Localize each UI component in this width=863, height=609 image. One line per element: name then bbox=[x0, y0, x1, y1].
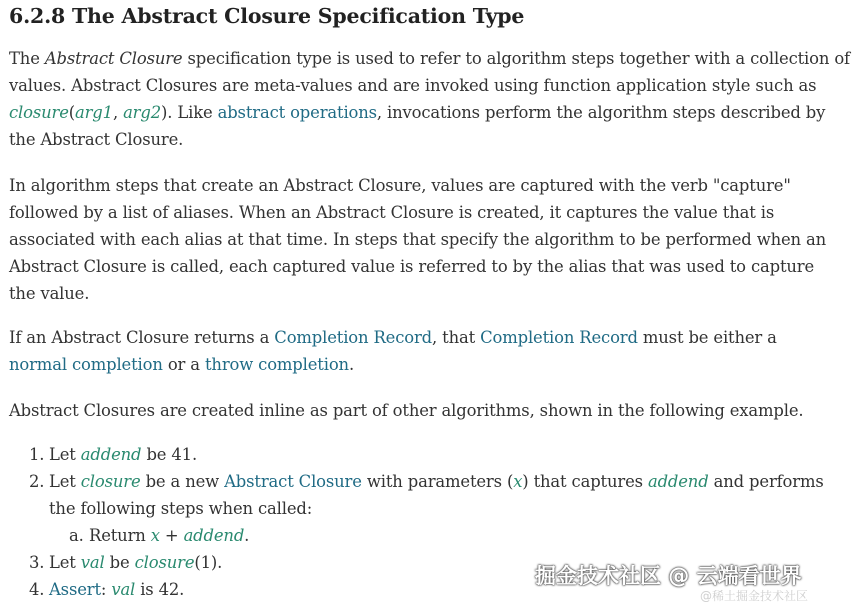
link-completion-record-1[interactable]: Completion Record bbox=[274, 328, 433, 347]
link-abstract-closure[interactable]: Abstract Closure bbox=[224, 472, 362, 491]
paragraph-example-intro: Abstract Closures are created inline as part of other algorithms, shown in the following example. bbox=[9, 401, 804, 420]
list-item: 1. Let addend be 41. bbox=[29, 445, 198, 464]
paragraph-completion: If an Abstract Closure returns a Completion Record, that Completion Record must be either a normal completion or a throw completion. bbox=[9, 328, 777, 374]
link-completion-record-2[interactable]: Completion Record bbox=[480, 328, 638, 347]
link-assert[interactable]: Assert bbox=[49, 580, 101, 599]
term-abstract-closure: Abstract Closure bbox=[44, 49, 183, 68]
var-closure: closure bbox=[9, 103, 69, 122]
link-throw-completion[interactable]: throw completion bbox=[204, 355, 349, 374]
var-arg2: arg2 bbox=[123, 103, 161, 122]
list-item: 3. Let val be closure(1). bbox=[29, 553, 223, 572]
watermark: 掘金技术社区 @ 云端看世界 bbox=[535, 564, 802, 588]
link-normal-completion[interactable]: normal completion bbox=[9, 355, 163, 374]
list-item: 2. Let closure be a new Abstract Closure with parameters (x) that captures addend and performs the following steps when called: a. Return x + addend. bbox=[29, 468, 855, 549]
paragraph-capture: In algorithm steps that create an Abstract Closure, values are captured with the verb "capture" followed by a list of aliases. When an Abstract Closure is created, it captures the value that is associated with each alias at that time. In steps that specify the algorithm to be performed when an Abstract Closure is called, each captured value is referred to by the alias that was used to capture the value. bbox=[9, 176, 827, 303]
section-heading: 6.2.8 The Abstract Closure Specification Type bbox=[9, 4, 525, 28]
list-item: 4. Assert: val is 42. bbox=[29, 580, 185, 599]
list-item: a. Return x + addend. bbox=[69, 526, 250, 545]
watermark-sub: @稀土掘金技术社区 bbox=[700, 589, 809, 603]
paragraph-intro: The Abstract Closure specification type is used to refer to algorithm steps together with a collection of values. Abstract Closures are meta-values and are invoked using function application style such as closure(arg1, arg2). Like abstract operations, invocations perform the algorithm steps described by the Abstract Closure. bbox=[9, 49, 850, 149]
var-arg1: arg1 bbox=[75, 103, 113, 122]
link-abstract-operations[interactable]: abstract operations bbox=[217, 103, 377, 122]
